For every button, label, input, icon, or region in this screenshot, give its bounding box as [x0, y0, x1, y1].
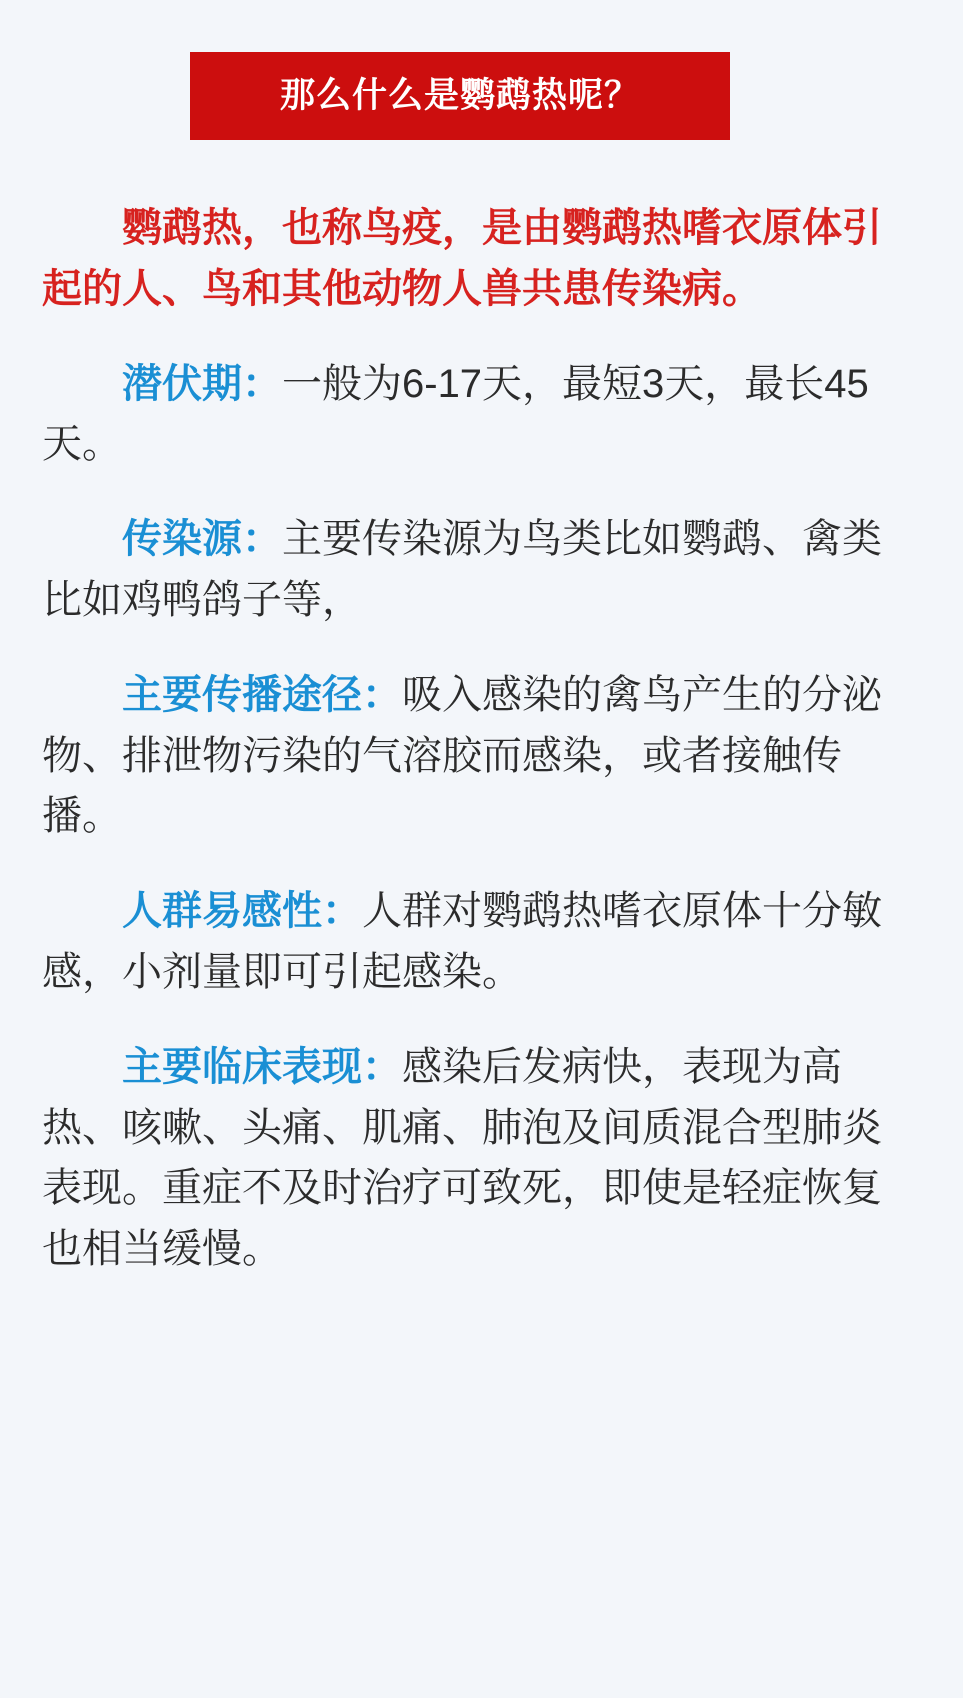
label-clinical: 主要临床表现： [122, 1044, 402, 1089]
article-body [0, 198, 963, 1280]
paragraph-susceptibility [42, 881, 921, 1003]
header-banner [190, 52, 730, 140]
paragraph-clinical-text: 感染后发病快，表现为高热、咳嗽、头痛、肌痛、肺泡及间质混合型肺炎表现。重症不及时治疗可致死，即使是轻症恢复也相当缓慢。 [42, 1044, 882, 1272]
article-page [0, 52, 963, 1698]
page-title: 那么什么是鹦鹉热呢？ [279, 76, 640, 115]
header-banner-container [0, 52, 963, 140]
paragraph-intro [42, 198, 921, 320]
paragraph-transmission-text: 吸入感染的禽鸟产生的分泌物、排泄物污染的气溶胶而感染，或者接触传播。 [42, 672, 882, 839]
paragraph-source-text: 主要传染源为鸟类比如鹦鹉、禽类比如鸡鸭鸽子等， [42, 517, 882, 622]
label-transmission: 主要传播途径： [122, 672, 402, 717]
label-incubation: 潜伏期： [122, 361, 282, 406]
paragraph-incubation-text: 一般为6-17天，最短3天，最长45天。 [42, 361, 869, 467]
paragraph-intro-text: 鹦鹉热，也称鸟疫，是由鹦鹉热嗜衣原体引起的人、鸟和其他动物人兽共患传染病。 [42, 206, 882, 311]
label-source: 传染源： [122, 517, 282, 562]
paragraph-incubation [42, 354, 921, 476]
paragraph-clinical [42, 1037, 921, 1280]
paragraph-susceptibility-text: 人群对鹦鹉热嗜衣原体十分敏感，小剂量即可引起感染。 [42, 889, 882, 994]
label-susceptibility: 人群易感性： [122, 889, 362, 934]
paragraph-source [42, 509, 921, 631]
paragraph-transmission [42, 665, 921, 847]
